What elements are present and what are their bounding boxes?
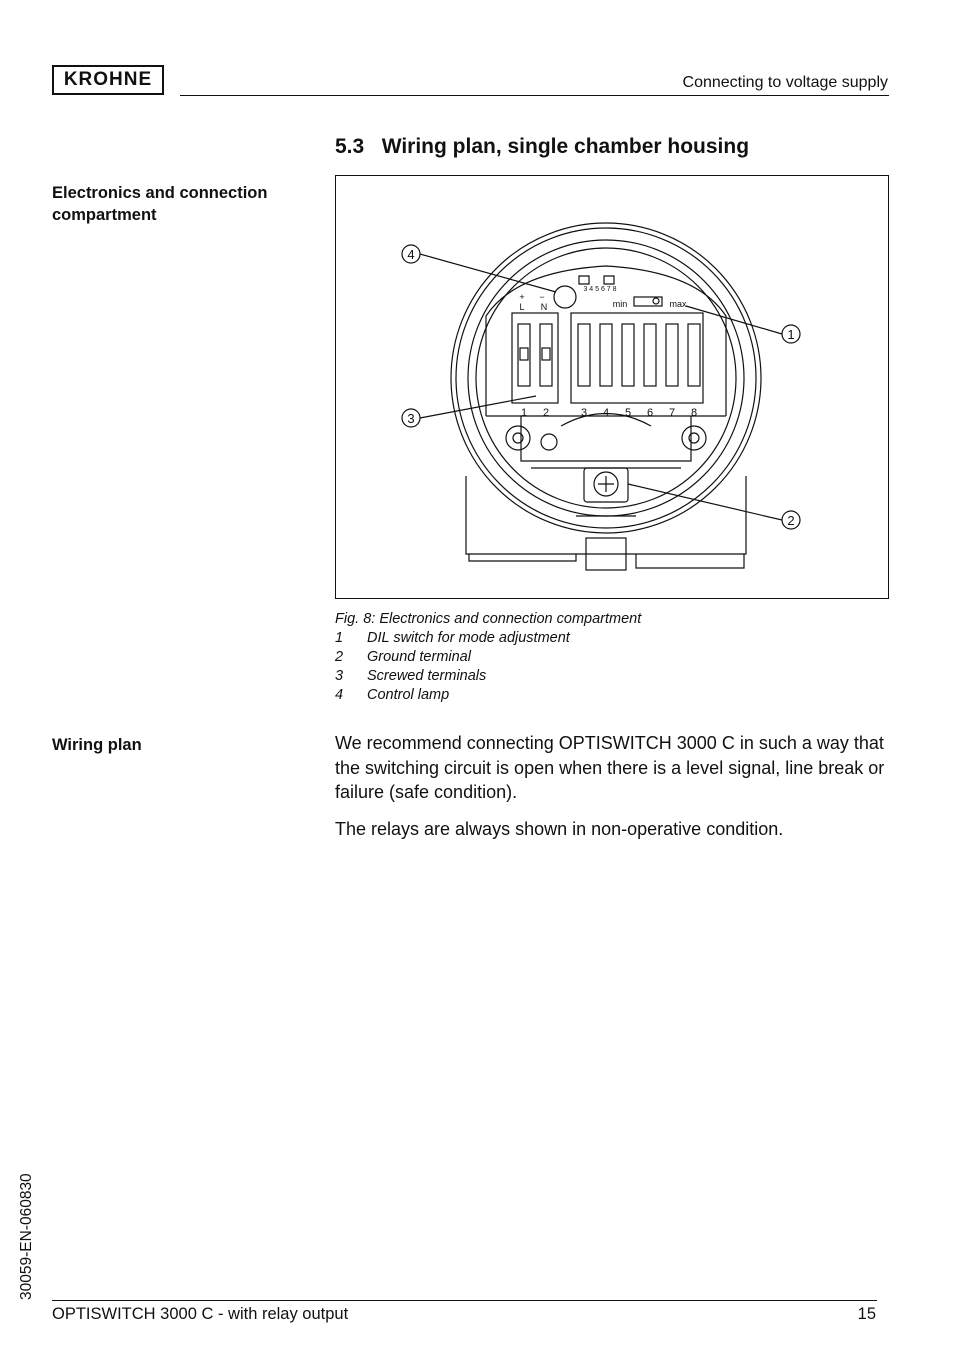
legend-item (335, 629, 641, 648)
terminal-label-8: 8 (690, 407, 698, 419)
lamp-minus-label: − (539, 292, 545, 302)
running-header-title: Connecting to voltage supply (682, 74, 888, 91)
footer-title: OPTISWITCH 3000 C - with relay output (52, 1305, 349, 1323)
legend-text: DIL switch for mode adjustment (367, 630, 570, 646)
legend-num: 2 (335, 649, 344, 665)
terminal-block-power (512, 313, 558, 403)
screw-right (682, 426, 706, 450)
terminal-label-4: 4 (602, 407, 610, 419)
terminal-label-5: 5 (624, 407, 632, 419)
side-label-electronics (52, 182, 267, 226)
legend-num: 1 (335, 630, 344, 646)
dil-numbers: 3 4 5 6 7 8 (583, 286, 617, 293)
legend-item (335, 648, 641, 667)
footer-rule (52, 1300, 877, 1301)
legend-num: 4 (335, 687, 344, 703)
body-paragraph-1: We recommend connecting OPTISWITCH 3000 C in such a way that the switching circuit is open when there is a level signal, line break or failure (safe condition). (335, 733, 885, 802)
callout-3: 3 (407, 411, 415, 426)
figure-caption-block (335, 610, 641, 705)
section-title: 5.3 Wiring plan, single chamber housing (335, 135, 750, 158)
max-label: max (669, 299, 687, 309)
control-lamp (554, 286, 576, 308)
side-label-wiring-plan: Wiring plan (52, 736, 142, 754)
legend-text: Control lamp (367, 687, 450, 703)
callout-4: 4 (407, 247, 415, 262)
terminal-block-relay (571, 313, 703, 403)
n-label: N (540, 302, 548, 312)
callout-2: 2 (787, 513, 795, 528)
terminal-label-6: 6 (646, 407, 654, 419)
screw-left (506, 426, 530, 450)
figure-caption: Fig. 8: Electronics and connection compartment (335, 611, 642, 627)
legend-item (335, 667, 641, 686)
legend-num: 3 (335, 668, 344, 684)
leader-2 (628, 484, 782, 520)
legend-text: Ground terminal (367, 649, 471, 665)
krohne-logo: KROHNE (52, 65, 164, 95)
document-id: 30059-EN-060830 (18, 1173, 35, 1300)
page-number: 15 (857, 1305, 876, 1323)
terminal-label-1: 1 (520, 407, 528, 419)
header-rule (180, 95, 889, 96)
body-paragraph-2: The relays are always shown in non-operative condition. (335, 819, 784, 839)
legend-text: Screwed terminals (367, 668, 487, 684)
terminal-label-3: 3 (580, 407, 588, 419)
compartment-drawing (336, 176, 888, 598)
side-label-electronics-line2: compartment (52, 206, 157, 224)
min-label: min (612, 299, 628, 309)
side-label-electronics-line1: Electronics and connection (52, 184, 268, 202)
terminal-label-2: 2 (542, 407, 550, 419)
callout-1: 1 (787, 327, 795, 342)
l-label: L (519, 302, 525, 312)
lamp-plus-label: + (519, 292, 525, 302)
terminal-label-7: 7 (668, 407, 676, 419)
legend-item (335, 686, 641, 705)
figure-frame (335, 175, 889, 599)
